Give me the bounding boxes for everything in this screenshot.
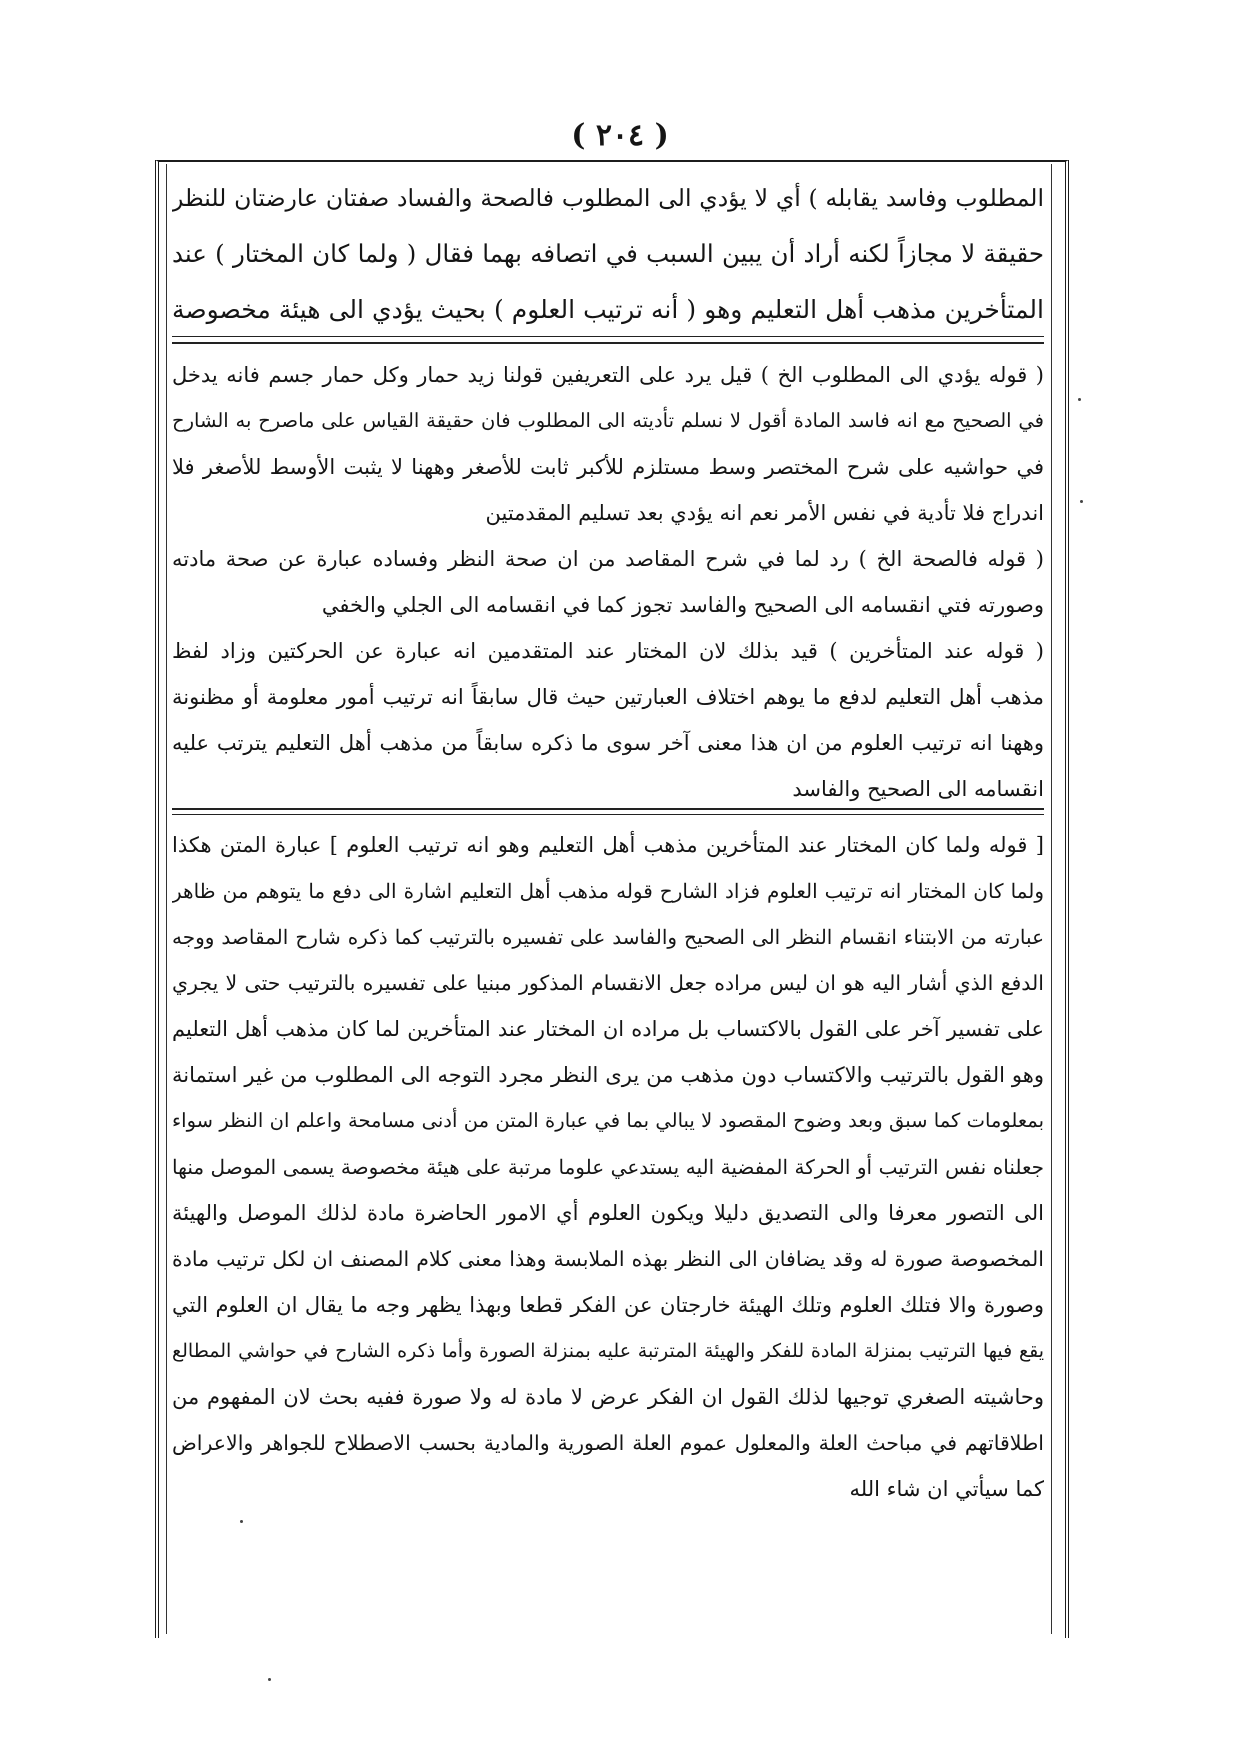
scan-speck: [1078, 398, 1081, 401]
commentary-line: ولما كان المختار انه ترتيب العلوم فزاد الشارح قوله مذهب أهل التعليم اشارة الى دفع ما يتوهم من ظاهر: [172, 879, 1044, 903]
divider: [172, 808, 1044, 810]
divider: [172, 336, 1044, 337]
commentary-line: في حواشيه على شرح المختصر وسط مستلزم للأكبر ثابت للأصغر وههنا لا يثبت الأوسط للأصغر فلا: [172, 455, 1044, 479]
commentary-line: الدفع الذي أشار اليه هو ان ليس مراده جعل الانقسام المذكور مبنيا على تفسيره بالترتيب حتى لا يجري: [172, 971, 1044, 995]
commentary-line: على تفسير آخر على القول بالاكتساب بل مراده ان المختار عند المتأخرين لما كان مذهب أهل التعليم: [172, 1017, 1044, 1041]
commentary-line: كما سيأتي ان شاء الله: [849, 1477, 1044, 1501]
commentary-line: وههنا انه ترتيب العلوم من ان هذا معنى آخر سوى ما ذكره سابقاً من مذهب أهل التعليم يترتب عليه: [172, 731, 1044, 755]
commentary-line: وصورة والا فتلك العلوم وتلك الهيئة خارجتان عن الفكر قطعا وبهذا يظهر وجه ما يقال ان العلوم التي: [172, 1293, 1044, 1317]
commentary-line: اندراج فلا تأدية في نفس الأمر نعم انه يؤدي بعد تسليم المقدمتين: [485, 501, 1044, 525]
commentary-line: ( قوله عند المتأخرين ) قيد بذلك لان المختار عند المتقدمين انه عبارة عن الحركتين وزاد لفظ: [172, 639, 1044, 663]
scan-speck: [268, 1678, 271, 1681]
commentary-line: اطلاقاتهم في مباحث العلة والمعلول عموم العلة الصورية والمادية بحسب الاصطلاح للجواهر والاعراض: [172, 1431, 1044, 1455]
scan-speck: [1080, 500, 1083, 503]
divider: [172, 814, 1044, 815]
divider: [172, 342, 1044, 344]
commentary-line: انقسامه الى الصحيح والفاسد: [792, 777, 1044, 801]
commentary-line: وحاشيته الصغري توجيها لذلك القول ان الفكر عرض لا مادة له ولا صورة ففيه بحث لان المفهوم من: [172, 1385, 1044, 1409]
commentary-line: ( قوله فالصحة الخ ) رد لما في شرح المقاصد من ان صحة النظر وفساده عبارة عن صحة مادته: [172, 547, 1044, 571]
commentary-line: عبارته من الابتناء انقسام النظر الى الصحيح والفاسد على تفسيره بالترتيب كما ذكره شارح المقاصد ووجه: [172, 925, 1044, 949]
commentary-line: الى التصور معرفا والى التصديق دليلا ويكون العلوم أي الامور الحاضرة مادة لذلك الموصل والهيئة: [172, 1201, 1044, 1225]
page-number: ( ٢٠٤ ): [571, 118, 669, 153]
commentary-line: بمعلومات كما سبق وبعد وضوح المقصود لا يبالي بما في عبارة المتن من أدنى مسامحة واعلم ان النظر سواء: [172, 1109, 1044, 1132]
main-text: [172, 170, 1044, 338]
scan-speck: [240, 1520, 243, 1523]
commentary-line: في الصحيح مع انه فاسد المادة أقول لا نسلم تأديته الى المطلوب فان حقيقة القياس على ماصرح به الشارح: [172, 409, 1044, 432]
commentary-line: المخصوصة صورة له وقد يضافان الى النظر بهذه الملابسة وهذا معنى كلام المصنف ان لكل ترتيب مادة: [172, 1247, 1044, 1271]
commentary-line: ( قوله يؤدي الى المطلوب الخ ) قيل يرد على التعريفين قولنا زيد حمار وكل حمار جسم فانه يدخل: [172, 363, 1044, 387]
commentary-line: [ قوله ولما كان المختار عند المتأخرين مذهب أهل التعليم وهو انه ترتيب العلوم ] عبارة المتن هكذا: [172, 833, 1044, 857]
commentary-block-2: [172, 822, 1044, 1512]
main-text-line: المتأخرين مذهب أهل التعليم وهو ( أنه ترتيب العلوم ) بحيث يؤدي الى هيئة مخصوصة: [172, 295, 1044, 324]
commentary-line: مذهب أهل التعليم لدفع ما يوهم اختلاف العبارتين حيث قال سابقاً انه ترتيب أمور معلومة أو مظنونة: [172, 685, 1044, 709]
commentary-line: يقع فيها الترتيب بمنزلة المادة للفكر والهيئة المترتبة عليه بمنزلة الصورة وأما ذكره الشارح في حواشي المطالع: [172, 1340, 1044, 1362]
commentary-line: جعلناه نفس الترتيب أو الحركة المفضية اليه يستدعي علوما مرتبة على هيئة مخصوصة يسمى الموصل منها: [172, 1155, 1044, 1179]
commentary-line: وهو القول بالترتيب والاكتساب دون مذهب من يرى النظر مجرد التوجه الى المطلوب من غير استمانة: [172, 1063, 1044, 1087]
main-text-line: المطلوب وفاسد يقابله ) أي لا يؤدي الى المطلوب فالصحة والفساد صفتان عارضتان للنظر: [172, 184, 1044, 212]
commentary-line: وصورته فتي انقسامه الى الصحيح والفاسد تجوز كما في انقسامه الى الجلي والخفي: [321, 593, 1044, 617]
commentary-block-1: [172, 352, 1044, 812]
main-text-line: حقيقة لا مجازاً لكنه أراد أن يبين السبب في اتصافه بهما فقال ( ولما كان المختار ) عند: [172, 239, 1044, 268]
